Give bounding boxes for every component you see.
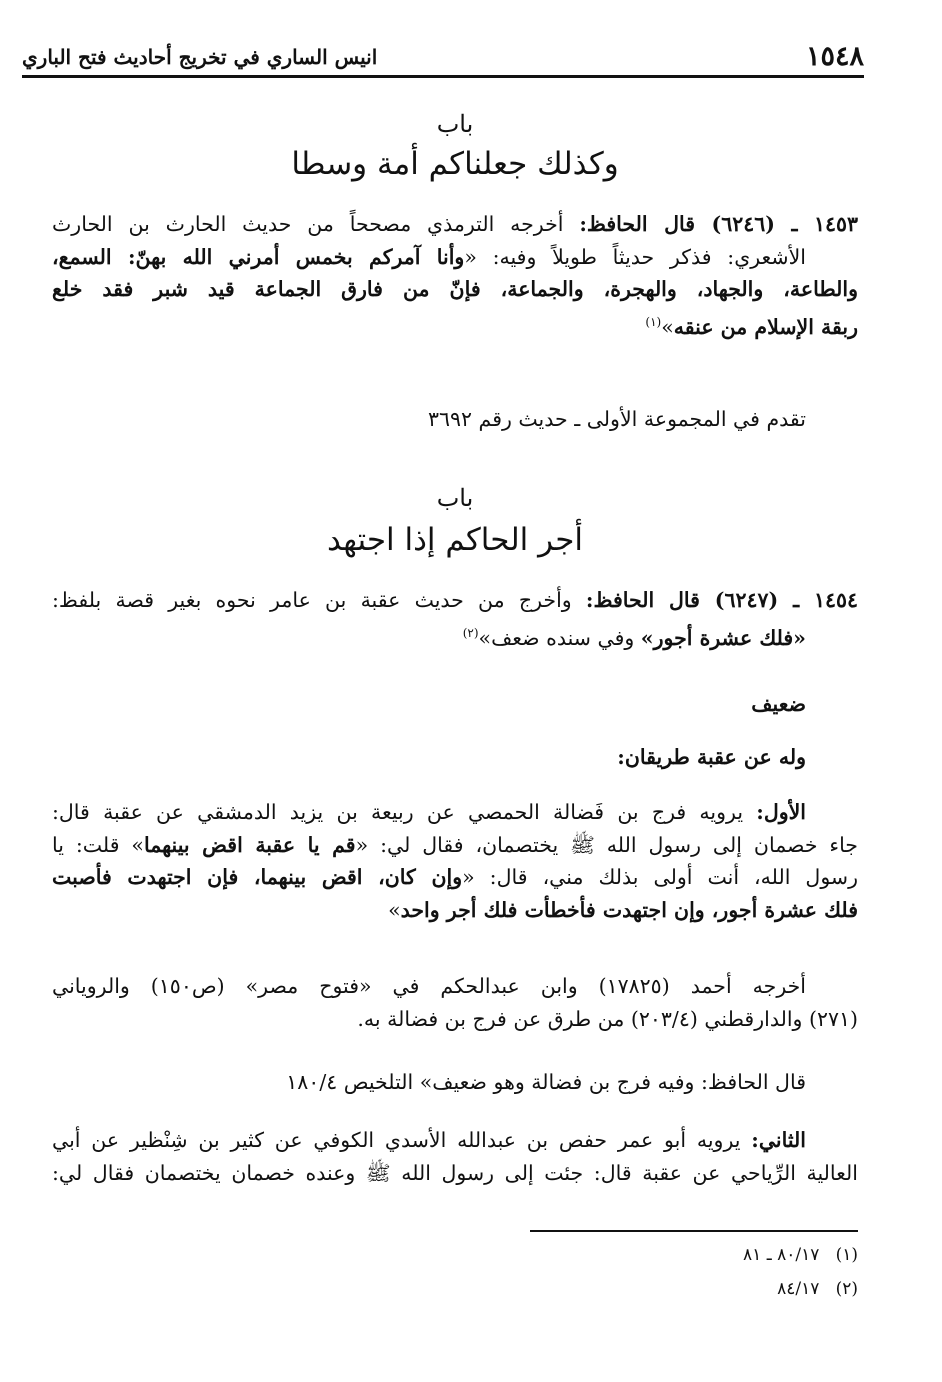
route-label: الأول: xyxy=(756,800,806,824)
entry-line: «فلك عشرة أجور» وفي سنده ضعف»$^{(٢)}$ xyxy=(462,625,806,650)
grade-label: ضعيف xyxy=(751,692,806,716)
section-label: باب xyxy=(436,110,474,138)
hadith-entry-1454 xyxy=(52,584,858,654)
entry-number: ١٤٥٤ ـ (٦٢٤٧) قال الحافظ: xyxy=(585,588,858,612)
route-label: الثاني: xyxy=(751,1128,806,1152)
takhrij-line: (٢٧١) والدارقطني (٢٠٣/٤) من طرق عن فرج بن فضالة به. xyxy=(357,1006,858,1031)
entry-number: ١٤٥٣ ـ (٦٢٤٦) قال الحافظ: xyxy=(579,212,858,236)
takhrij-paragraph xyxy=(52,970,858,1035)
route-line: العالية الرِّياحي عن عقبة قال: جئت إلى رسول الله ﷺ وعنده خصمان يختصمان فقال لي: xyxy=(52,1160,858,1185)
running-title: انيس الساري في تخريج أحاديث فتح الباري xyxy=(22,44,378,69)
footnote-text: ٨٠/١٧ ـ ٨١ xyxy=(743,1245,820,1265)
cross-reference-note: تقدم في المجموعة الأولى ـ حديث رقم ٣٦٩٢ xyxy=(427,407,806,431)
route-line: فلك عشرة أجور، وإن اجتهدت فأخطأت فلك أجر واحد» xyxy=(388,897,858,922)
section-title: أجر الحاكم إذا اجتهد xyxy=(326,522,584,558)
second-route xyxy=(52,1124,858,1189)
section-label: باب xyxy=(436,484,474,512)
first-route xyxy=(52,796,858,926)
hafiz-note: قال الحافظ: وفيه فرج بن فضالة وهو ضعيف» التلخيص ١٨٠/٤ xyxy=(286,1070,806,1094)
entry-line: ١٤٥٣ ـ (٦٢٤٦) قال الحافظ: أخرجه الترمذي مصححاً من حديث الحارث بن الحارث xyxy=(52,212,858,236)
footnote-text: ٨٤/١٧ xyxy=(777,1279,820,1299)
hadith-entry-1453 xyxy=(52,208,858,343)
entry-line: ١٤٥٤ ـ (٦٢٤٧) قال الحافظ: وأخرج من حديث عقبة بن عامر نحوه بغير قصة بلفظ: xyxy=(52,588,858,612)
route-line: جاء خصمان إلى رسول الله ﷺ يختصمان، فقال لي: «قم يا عقبة اقض بينهما» قلت: يا xyxy=(52,832,858,857)
footnote-marker: (١) xyxy=(645,314,662,329)
takhrij-line: أخرجه أحمد (١٧٨٢٥) وابن عبدالحكم في «فتوح مصر» (ص١٥٠) والروياني xyxy=(52,974,807,998)
footnote-2 xyxy=(600,1276,858,1302)
entry-line: ربقة الإسلام من عنقه»$^{(١)}$ xyxy=(645,314,858,339)
footnote-marker: (٢) xyxy=(835,1279,858,1299)
route-line: الأول: يرويه فرج بن فَضالة الحمصي عن ربيعة بن يزيد الدمشقي عن عقبة قال: xyxy=(52,800,806,824)
route-line: رسول الله، أنت أولى بذلك مني، قال: «وإن كان، اقض بينهما، فإن اجتهدت فأصبت xyxy=(52,865,858,889)
page-header xyxy=(22,38,864,78)
footnote-1 xyxy=(600,1242,858,1268)
route-line: الثاني: يرويه أبو عمر حفص بن عبدالله الأسدي الكوفي عن كثير بن شِنْظير عن أبي xyxy=(52,1128,806,1152)
entry-line: والطاعة، والجهاد، والهجرة، والجماعة، فإنّ من فارق الجماعة قيد شبر فقد خلع xyxy=(52,277,858,301)
routes-intro: وله عن عقبة طريقان: xyxy=(617,745,806,769)
footnote-separator xyxy=(530,1230,858,1232)
section-title: وكذلك جعلناكم أمة وسطا xyxy=(291,146,619,182)
footnote-marker: (٢) xyxy=(462,625,479,640)
page-number: ١٥٤٨ xyxy=(805,41,864,72)
footnote-marker: (١) xyxy=(835,1245,858,1265)
entry-line: الأشعري: فذكر حديثاً طويلاً وفيه: «وأنا آمركم بخمس أمرني الله بهنّ: السمع، xyxy=(52,244,806,269)
